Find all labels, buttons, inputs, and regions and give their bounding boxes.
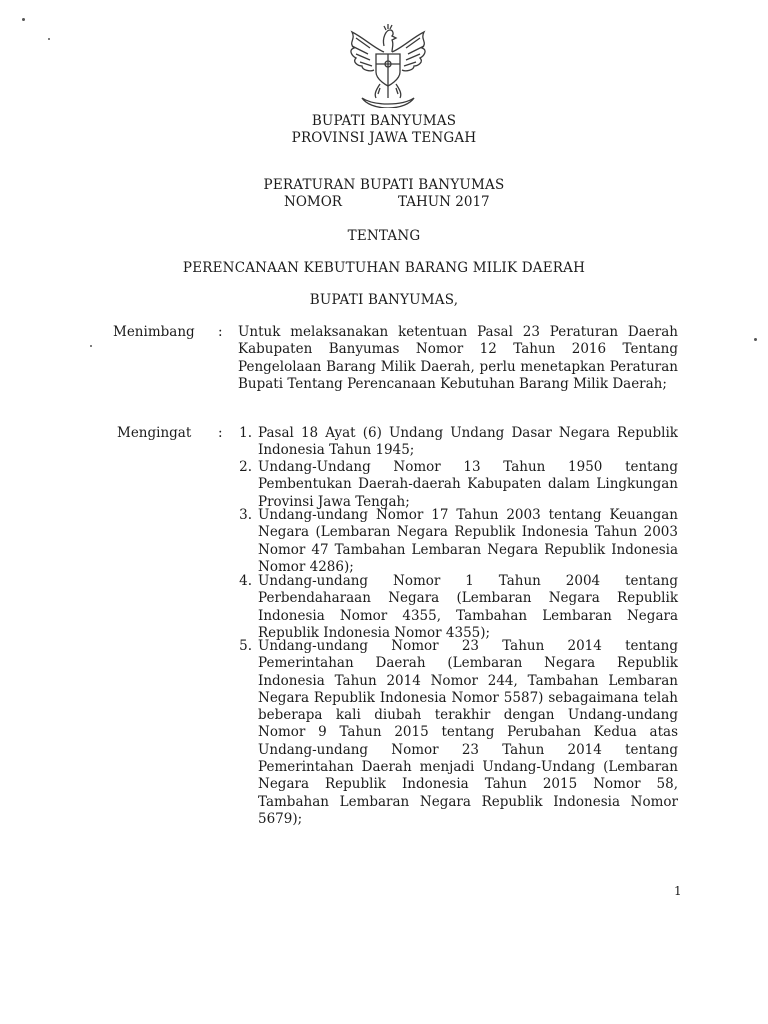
menimbang-text: Untuk melaksanakan ketentuan Pasal 23 Peraturan Daerah Kabupaten Banyumas Nomor 12 Tahun 2016 Tentang Pengelolaan Barang Milik Daerah, perlu menetapkan Peraturan Bupati Tentang Perencanaan Kebutuhan Barang Milik Daerah; [238, 324, 678, 392]
regulation-subject: PERENCANAAN KEBUTUHAN BARANG MILIK DAERAH [182, 260, 586, 276]
mengingat-item-text: Undang-undang Nomor 1 Tahun 2004 tentang Perbendaharaan Negara (Lembaran Negara Republik Indonesia Nomor 4355, Tambahan Lembaran Negara Republik Indonesia Nomor 4355); [258, 573, 678, 641]
nomor-label: NOMOR [284, 194, 342, 210]
mengingat-item-number: 4. [239, 573, 252, 589]
scan-speck [754, 338, 757, 341]
mengingat-item-number: 2. [239, 459, 252, 475]
mengingat-item-text: Undang-undang Nomor 23 Tahun 2014 tentang Pemerintahan Daerah (Lembaran Negara Republik Indonesia Tahun 2014 Nomor 244, Tambahan Lembaran Negara Republik Indonesia Nomor 5587) sebagaimana telah beberapa kali diubah terakhir dengan Undang-undang Nomor 9 Tahun 2015 tentang Perubahan Kedua atas Undang-undang Nomor 23 Tahun 2014 tentang Pemerintahan Daerah menjadi Undang-Undang (Lembaran Negara Republik Indonesia Tahun 2015 Nomor 58, Tambahan Lembaran Negara Republik Indonesia Nomor 5679); [258, 638, 678, 827]
menimbang-label: Menimbang [113, 324, 195, 340]
header-province: PROVINSI JAWA TENGAH [291, 130, 477, 146]
mengingat-item-text: Undang-Undang Nomor 13 Tahun 1950 tentang Pembentukan Daerah-daerah Kabupaten dalam Lingkungan Provinsi Jawa Tengah; [258, 459, 678, 510]
issuer-heading: BUPATI BANYUMAS, [309, 292, 459, 308]
tahun-label: TAHUN 2017 [398, 194, 490, 210]
page-number: 1 [674, 884, 682, 898]
garuda-emblem-icon [340, 22, 436, 108]
menimbang-colon: : [218, 324, 223, 340]
regulation-title: PERATURAN BUPATI BANYUMAS [263, 177, 505, 193]
mengingat-item-text: Undang-undang Nomor 17 Tahun 2003 tentang Keuangan Negara (Lembaran Negara Republik Indonesia Tahun 2003 Nomor 47 Tambahan Lembaran Negara Republik Indonesia Nomor 4286); [258, 507, 678, 575]
mengingat-colon: : [218, 425, 223, 441]
mengingat-item-text: Pasal 18 Ayat (6) Undang Undang Dasar Negara Republik Indonesia Tahun 1945; [258, 425, 678, 459]
mengingat-item-number: 3. [239, 507, 252, 523]
mengingat-label: Mengingat [117, 425, 192, 441]
scan-speck [48, 38, 50, 40]
mengingat-item-number: 1. [239, 425, 252, 441]
scan-speck [22, 18, 25, 21]
scan-speck [90, 345, 92, 347]
mengingat-item-number: 5. [239, 638, 252, 654]
tentang-heading: TENTANG [347, 228, 421, 244]
header-regent: BUPATI BANYUMAS [311, 113, 457, 129]
